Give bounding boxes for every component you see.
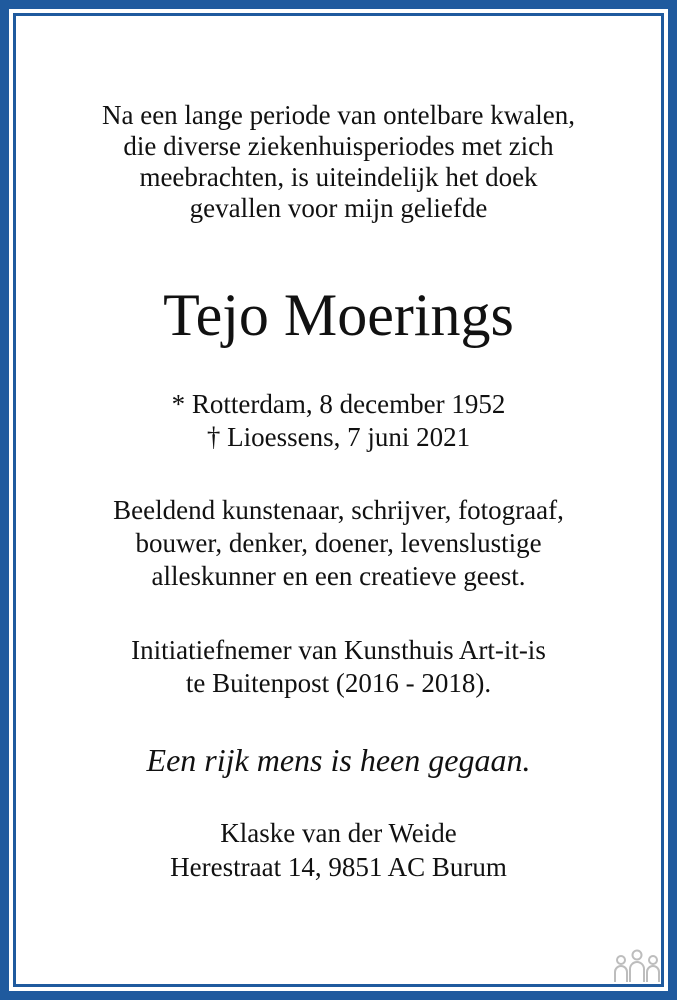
initiative-text xyxy=(16,634,661,700)
profession-text xyxy=(16,494,661,593)
intro-line: meebrachten, is uiteindelijk het doek xyxy=(139,162,538,192)
signature-name: Klaske van der Weide xyxy=(220,818,457,848)
people-group-icon xyxy=(613,948,661,984)
signature xyxy=(16,816,661,884)
intro-text xyxy=(16,100,661,224)
intro-line: die diverse ziekenhuisperiodes met zich xyxy=(123,131,554,161)
deceased-name: Tejo Moerings xyxy=(163,282,514,348)
signature-address: Herestraat 14, 9851 AC Burum xyxy=(170,852,507,882)
profession-line: Beeldend kunstenaar, schrijver, fotograaf, xyxy=(113,495,564,525)
intro-line: gevallen voor mijn geliefde xyxy=(189,193,488,223)
intro-line: Na een lange periode van ontelbare kwalen, xyxy=(101,100,576,130)
memorial-quote: Een rijk mens is heen gegaan. xyxy=(146,742,531,778)
death-line: † Lioessens, 7 juni 2021 xyxy=(206,422,471,452)
birth-line: * Rotterdam, 8 december 1952 xyxy=(171,389,506,419)
initiative-line: Initiatiefnemer van Kunsthuis Art-it-is xyxy=(131,635,546,665)
profession-line: alleskunner en een creatieve geest. xyxy=(151,561,526,591)
profession-line: bouwer, denker, doener, levenslustige xyxy=(135,528,542,558)
life-dates xyxy=(16,388,661,454)
initiative-line: te Buitenpost (2016 - 2018). xyxy=(185,668,492,698)
